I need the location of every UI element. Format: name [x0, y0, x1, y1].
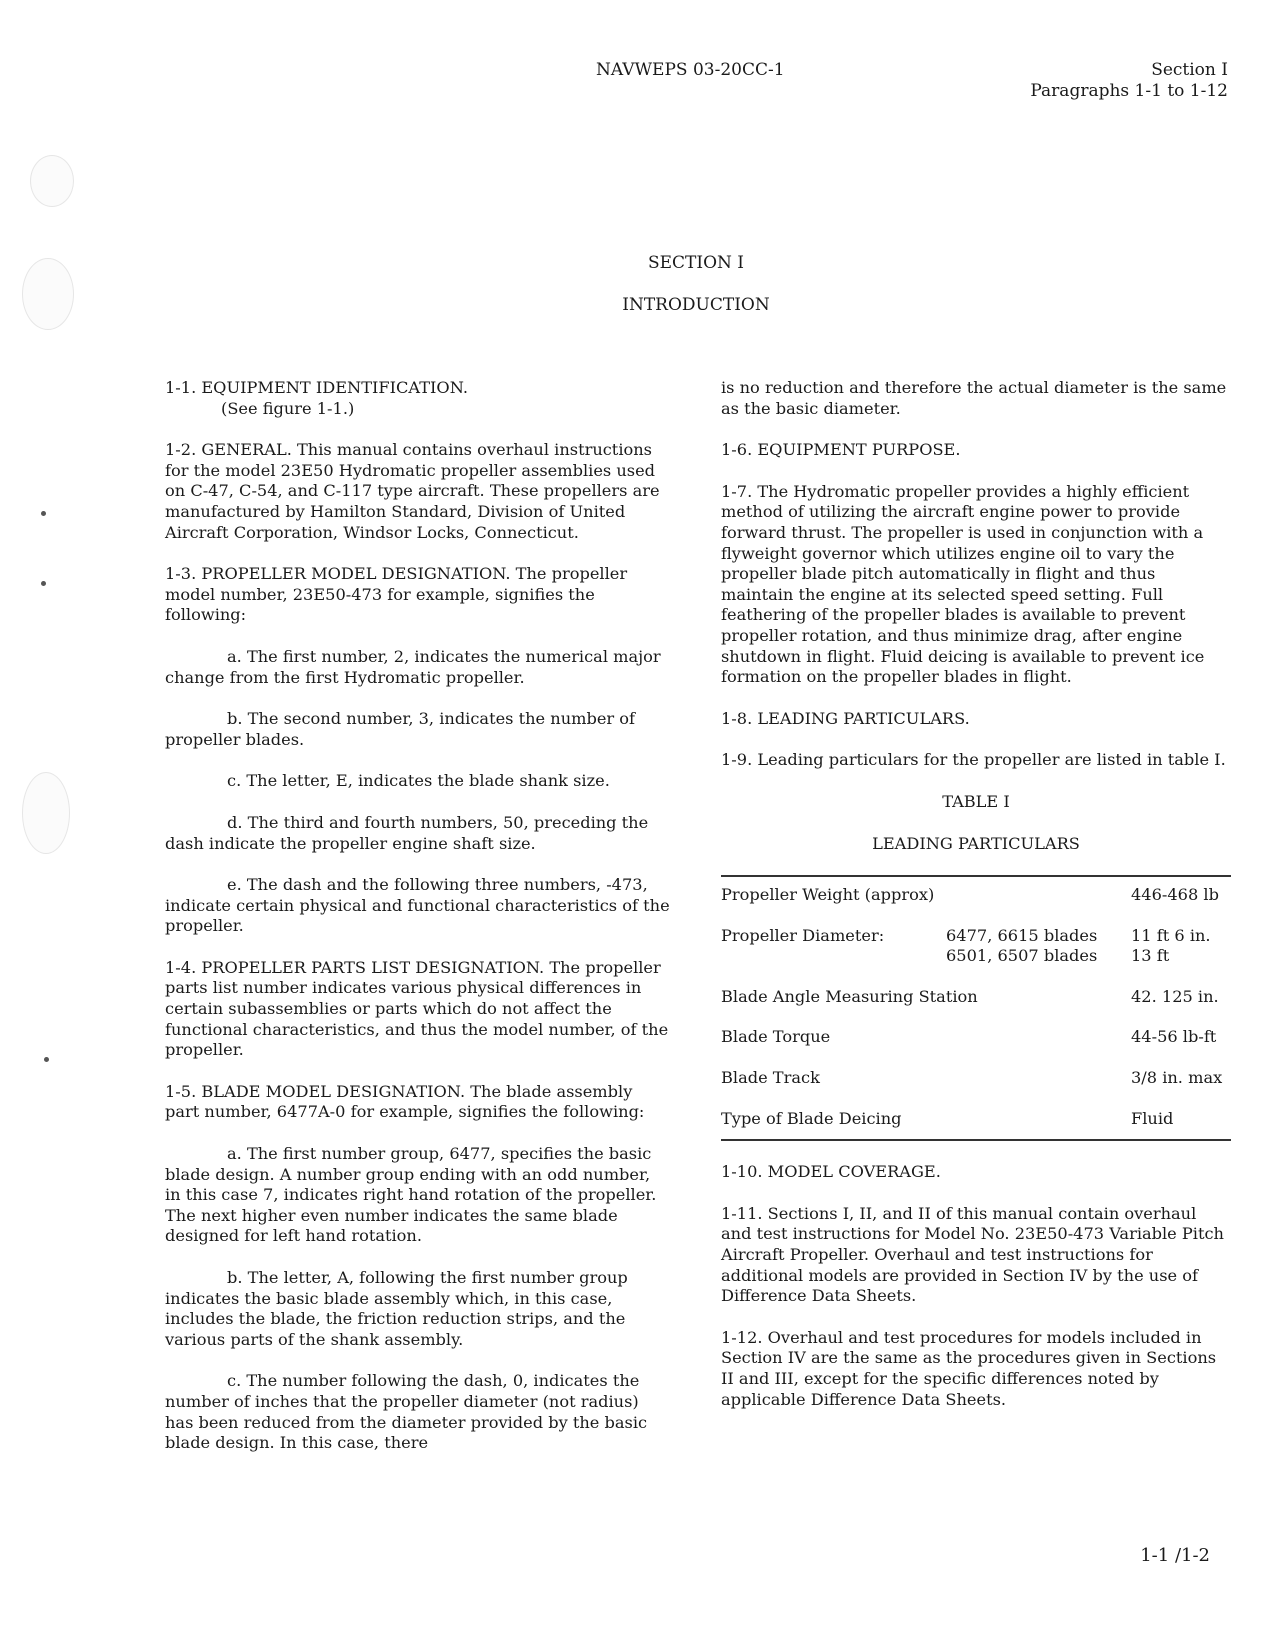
paragraph-heading: 1-6. EQUIPMENT PURPOSE. [721, 440, 961, 460]
table-row [721, 1068, 1231, 1089]
section-subtitle: INTRODUCTION [622, 295, 770, 315]
binder-hole-middle [22, 772, 70, 854]
margin-mark [44, 1057, 49, 1062]
diameter-value-2: 13 ft [1131, 946, 1170, 966]
document-number: NAVWEPS 03-20CC-1 [596, 60, 785, 80]
table-row [721, 885, 1231, 906]
sub-paragraph: b. The letter, A, following the first number group indicates the basic blade assembly which, in this case, includes the blade, the friction reduction strips, and the various parts of the shank assembly. [165, 1268, 628, 1349]
table-label: TABLE I [942, 791, 1010, 811]
row-value: 446-468 lb [1131, 885, 1219, 905]
margin-mark [41, 511, 46, 516]
row-label: Blade Angle Measuring Station [721, 986, 978, 1006]
sub-paragraph: c. The number following the dash, 0, indicates the number of inches that the propeller diameter (not radius) has been reduced from the diameter provided by the basic blade design. In this case, there [165, 1371, 648, 1453]
page-number: 1-1 /1-2 [1140, 1545, 1210, 1566]
row-value: 44-56 lb-ft [1131, 1027, 1217, 1047]
row-value: 3/8 in. max [1131, 1068, 1223, 1088]
row-label: Propeller Diameter: [721, 925, 885, 945]
section-reference [1030, 60, 1228, 102]
diameter-value-1: 11 ft 6 in. [1131, 925, 1211, 945]
paragraph: 1-7. The Hydromatic propeller provides a highly efficient method of utilizing the aircraft engine power to provide forward thrust. The propeller is used in conjunction with a flyweight governor which utilizes engine oil to vary the propeller blade pitch automatically in flight and thus maintain the engine at its selected speed setting. Full feathering of the propeller blades is available to prevent propeller rotation, and thus minimize drag, after engine shutdown in flight. Fluid deicing is available to prevent ice formation on the propeller blades in flight. [721, 481, 1205, 687]
sub-paragraph: e. The dash and the following three numbers, -473, indicate certain physical and functional characteristics of the propeller. [165, 875, 670, 936]
row-subgroup [946, 926, 1131, 967]
row-label: Blade Torque [721, 1027, 831, 1047]
table-title: LEADING PARTICULARS [872, 833, 1080, 853]
row-value [1131, 926, 1231, 967]
row-label: Propeller Weight (approx) [721, 885, 935, 905]
paragraph-heading: 1-8. LEADING PARTICULARS. [721, 708, 970, 728]
paragraph: 1-2. GENERAL. This manual contains overhaul instructions for the model 23E50 Hydromatic propeller assemblies used on C-47, C-54, and C-117 type aircraft. These propellers are manufactured by Hamilton Standard, Division of United Aircraft Corporation, Windsor Locks, Connecticut. [165, 440, 660, 542]
sub-paragraph: b. The second number, 3, indicates the number of propeller blades. [165, 709, 636, 749]
paragraph: 1-9. Leading particulars for the propeller are listed in table I. [721, 750, 1226, 770]
paragraph-continuation: is no reduction and therefore the actual diameter is the same as the basic diameter. [721, 378, 1227, 418]
paragraph: 1-11. Sections I, II, and II of this manual contain overhaul and test instructions for Model No. 23E50-473 Variable Pitch Aircraft Propeller. Overhaul and test instructions for additional models are provided in Section IV by the use of Difference Data Sheets. [721, 1203, 1224, 1306]
paragraph-heading: 1-1. EQUIPMENT IDENTIFICATION. [165, 378, 468, 397]
sub-paragraph: a. The first number, 2, indicates the numerical major change from the first Hydromatic propeller. [165, 646, 661, 687]
leading-particulars-table [721, 875, 1231, 1141]
blade-group-2: 6501, 6507 blades [946, 946, 1098, 966]
paragraph: 1-12. Overhaul and test procedures for models included in Section IV are the same as the procedures given in Sections II and III, except for the specific differences noted by applicable Difference Data Sheets. [721, 1327, 1217, 1409]
right-column [721, 378, 1231, 1431]
paragraph: 1-4. PROPELLER PARTS LIST DESIGNATION. The propeller parts list number indicates various physical differences in certain subassemblies or parts which do not affect the functional characteristics, and thus the model number, of the propeller. [165, 957, 669, 1060]
sub-paragraph: c. The letter, E, indicates the blade shank size. [227, 771, 610, 791]
margin-mark [41, 581, 46, 586]
row-value: 42. 125 in. [1131, 986, 1219, 1006]
row-label: Type of Blade Deicing [721, 1108, 902, 1128]
row-value: Fluid [1131, 1108, 1174, 1128]
sub-paragraph: d. The third and fourth numbers, 50, preceding the dash indicate the propeller engine shaft size. [165, 812, 649, 853]
blade-group-1: 6477, 6615 blades [946, 925, 1098, 945]
paragraph: 1-5. BLADE MODEL DESIGNATION. The blade assembly part number, 6477A-0 for example, signifies the following: [165, 1081, 645, 1122]
binder-hole-top [30, 155, 74, 207]
left-column [165, 378, 670, 1475]
paragraphs-label: Paragraphs 1-1 to 1-12 [1030, 81, 1228, 101]
section-label: Section I [1151, 60, 1228, 80]
paragraph-heading: 1-10. MODEL COVERAGE. [721, 1162, 941, 1182]
table-row [721, 987, 1231, 1008]
table-row [721, 926, 1231, 967]
figure-reference: (See figure 1-1.) [221, 398, 355, 418]
section-title: SECTION I [647, 253, 745, 273]
row-label: Blade Track [721, 1068, 820, 1088]
sub-paragraph: a. The first number group, 6477, specifies the basic blade design. A number group ending with an odd number, in this case 7, indicates right hand rotation of the propeller. The next higher even number indicates the same blade designed for left hand rotation. [165, 1144, 657, 1246]
table-row [721, 1027, 1231, 1048]
table-row [721, 1109, 1231, 1130]
paragraph: 1-3. PROPELLER MODEL DESIGNATION. The propeller model number, 23E50-473 for example, signifies the following: [165, 564, 628, 625]
